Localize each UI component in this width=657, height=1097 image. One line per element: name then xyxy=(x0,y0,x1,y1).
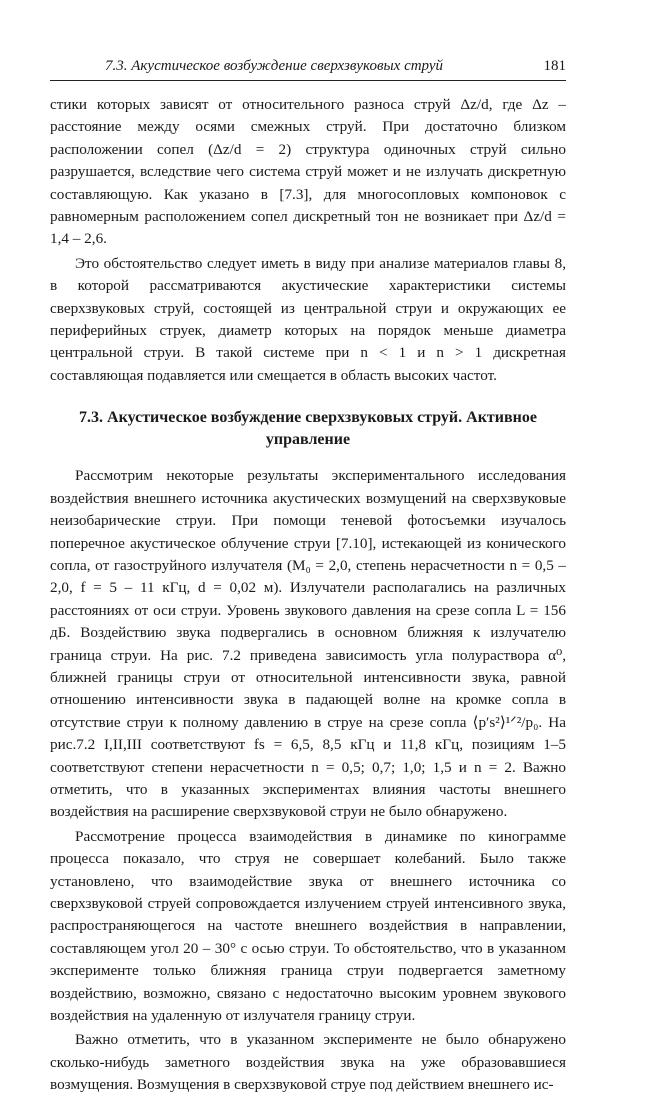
paragraph-chapter-8-note: Это обстоятельство следует иметь в виду при анализе материалов главы 8, в которой рассматриваются акустические характеристики системы сверхзвуковых струй, состоящей из центральной струи и окружающих ее периферийных струек, диаметр которых на порядок меньше диаметра центральной струи. В такой системе при n < 1 и n > 1 дискретная составляющая подавляется или смещается в область высоких частот. xyxy=(50,254,566,384)
header-rule xyxy=(50,80,566,81)
page-number: 181 xyxy=(543,58,566,74)
paragraph-experiment: Рассмотрим некоторые результаты экспериментального исследования воздействия внешнего источника акустических возмущений на сверхзвуковые неизобарические струи. При помощи теневой фотосъемки изучалось поперечное акустическое облучение струи [7.10], истекающей из конического сопла, от газоструйного излучателя (M₀ = 2,0, степень нерасчетности n = 0,5 – 2,0, f = 5 – 11 кГц, d = 0,02 м). Излучатели располагались на различных расстояниях от оси струи. Уровень звукового давления на срезе сопла L = 156 дБ. Воздействию звука подвергались в основном ближняя к излучателю граница струи. На рис. 7.2 приведена зависимость угла полураствора α⁰, ближней границы струи от относительной интенсивности звука, равной отношению интенсивности звука в падающей волне на кромке сопла в отсутствие струи к полному давлению в струе на срезе сопла ⟨p′s²⟩¹ᐟ²/p₀. На рис.7.2 I,II,III соответствуют fs = 6,5, 8,5 кГц и 11,8 кГц, позициям 1–5 соответствуют степени нерасчетности n = 0,5; 0,7; 1,0; 1,5 и n = 2. Важно отметить, что в указанных экспериментах влияния частоты внешнего воздействия на расширение сверхзвуковой струи не было обнаружено. xyxy=(50,467,566,821)
paragraph-dynamics: Рассмотрение процесса взаимодействия в динамике по кинограмме процесса показало, что струя не совершает колебаний. Было также установлено, что взаимодействие звука от внешнего источника со сверхзвуковой струей сопровождается излучением струей интенсивного звука, распространяющегося на частоте внешнего воздействия в направлении, составляющем угол 20 – 30° с осью струи. То обстоятельство, что в указанном эксперименте только ближняя граница струи подвергается заметному воздействию, возможно, связано с недостаточно высоким уровнем звукового воздействия на удаленную от излучателя границу струи. xyxy=(50,827,566,1025)
paragraph-disturbances: Важно отметить, что в указанном эксперименте не было обнаружено сколько-нибудь заметного воздействия звука на уже образовавшиеся возмущения. Возмущения в сверхзвуковой струе под действием внешнего ис- xyxy=(50,1031,566,1094)
section-heading: 7.3. Акустическое возбуждение сверхзвуковых струй. Активное управление xyxy=(79,409,537,449)
body-text xyxy=(50,94,566,1097)
paragraph-continuation: стики которых зависят от относительного разноса струй Δz/d, где Δz – расстояние между осями смежных струй. При достаточно близком расположении сопел (Δz/d = 2) структура одиночных струй сильно разрушается, вследствие чего система струй может и не излучать дискретную составляющую. Как указано в [7.3], для многосопловых компоновок с равномерным расположением сопел дискретный тон не возникает при Δz/d = 1,4 – 2,6. xyxy=(50,96,566,248)
running-title: 7.3. Акустическое возбуждение сверхзвуковых струй xyxy=(105,58,444,74)
